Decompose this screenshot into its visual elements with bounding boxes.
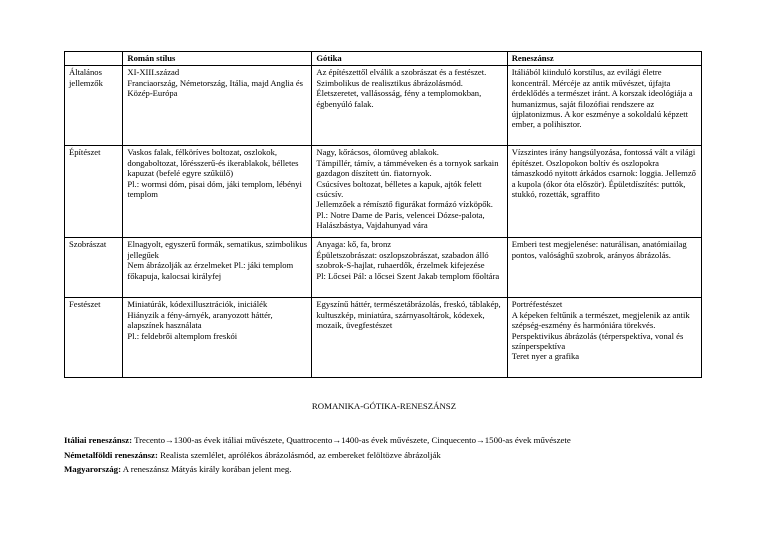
note-magyarorszag — [64, 462, 744, 477]
note-text: Realista szemlélet, aprólékos ábrázolásmód, az embereket felöltözve ábrázolják — [160, 449, 441, 460]
note-label: Magyarország: — [64, 464, 121, 474]
cell-line: Pl: Lőcsei Pál: a lőcsei Szent Jakab templom főoltára — [316, 270, 500, 281]
cell-line: Pl.: Notre Dame de Paris, velencei Dózse-palota, Halászbástya, Vajdahunyad vára — [316, 209, 485, 231]
cell-line: Portréfestészet — [511, 299, 563, 310]
cell-line: Pl.: feldebrői altemplom freskói — [127, 330, 238, 341]
header-cell-reneszansz: Reneszánsz — [507, 52, 701, 66]
row-label-szobraszat: Szobrászat — [65, 238, 123, 298]
cell-line: XI-XIII.század — [127, 67, 180, 78]
cell-epiteszet-gotika — [312, 146, 507, 238]
header-cell-empty — [65, 52, 123, 66]
cell-line: Vízszintes irány hangsúlyozása, fontossá vált a világi építészet. Oszlopokon boltív és oszlopokra támaszkodó nyitott árkádos csarnok: loggia. Jellemző a kupola (ókor óta először). Épületdíszítés: puttók, stukkó, rozetták, sgraffito — [511, 147, 696, 200]
cell-line: Nem ábrázolják az érzelmeket Pl.: jáki templom főkapuja, kalocsai királyfej — [127, 260, 294, 281]
cell-line: Épületszobrászat: oszlopszobrászat, szabadon álló szobrok-S-hajlat, ruhaerdők, érzelmek kifejezése — [316, 249, 489, 271]
cell-festeszet-gotika — [312, 298, 507, 378]
table-caption: ROMANIKA-GÓTIKA-RENESZÁNSZ — [311, 401, 457, 411]
cell-line: Csúcsíves boltozat, bélletes a kapuk, ajtók felett csúcsív. — [316, 178, 482, 200]
note-text: Trecento→1300-as évek itáliai művészete, Quattrocento→1400-as évek művészete, Cinquecento→1500-as évek művészete — [134, 435, 571, 445]
cell-szobraszat-roman — [123, 238, 312, 298]
cell-line: Perspektivikus ábrázolás (térperspektíva, vonal és színperspektíva — [511, 330, 684, 352]
cell-line: Elnagyolt, egyszerű formák, sematikus, szimbolikus jellegűek — [127, 239, 308, 260]
cell-festeszet-roman — [123, 298, 312, 378]
cell-line: Egyszínű háttér, természetábrázolás, freskó, táblakép, kultuszkép, miniatúra, szárnyasoltárok, kódexek, mozaik, üvegfestészet — [316, 299, 501, 331]
row-label-altalanos: Általános jellemzők — [65, 66, 123, 146]
cell-line: Itáliából kiinduló korstílus, az evilági életre koncentrál. Mércéje az antik művészet, újfajta érdeklődés a természet iránt. A korszak ideológiája a humanizmus, saját filozófiai rendszere az újplatonizmus. A kor eszménye a sokoldalú képzett ember, a polihisztor. — [511, 67, 693, 130]
table-row — [65, 298, 702, 378]
cell-line: Anyaga: kő, fa, bronz — [316, 239, 392, 250]
cell-altalanos-gotika — [312, 66, 507, 146]
note-italiai — [64, 433, 744, 448]
comparison-table — [64, 51, 702, 378]
cell-line: Az építészettől elválik a szobrászat és a festészet. Szimbolikus de realisztikus ábrázolásmód. Életszeretet, vallásosság, fény a templomokban, égbenyúló falak. — [316, 67, 487, 109]
cell-line: Nagy, kőrácsos, ólomüveg ablakok. — [316, 147, 439, 158]
cell-line: Franciaország, Németország, Itália, majd Anglia és Közép-Európa — [127, 77, 304, 99]
note-label: Itáliai reneszánsz: — [64, 435, 133, 445]
note-label: Németalföldi reneszánsz: — [64, 449, 158, 460]
cell-line: Teret nyer a grafika — [511, 351, 580, 362]
cell-line: Emberi test megjelenése: naturálisan, anatómiailag pontos, valósághű szobrok, arányos ábrázolás. — [511, 239, 687, 260]
cell-altalanos-roman — [123, 66, 312, 146]
notes-section — [64, 433, 744, 477]
cell-line: Miniatúrák, kódexillusztrációk, iniciálék — [127, 299, 268, 310]
table-row — [65, 66, 702, 146]
note-text: A reneszánsz Mátyás király korában jelent meg. — [122, 464, 292, 474]
table-row — [65, 146, 702, 238]
cell-szobraszat-reneszansz — [507, 238, 701, 298]
header-cell-roman: Román stílus — [123, 52, 312, 66]
cell-epiteszet-reneszansz — [507, 146, 701, 238]
cell-altalanos-reneszansz — [507, 66, 701, 146]
cell-line: A képeken feltűnik a természet, megjelenik az antik szépség-eszmény és harmóniára törekvés. — [511, 309, 690, 331]
cell-szobraszat-gotika — [312, 238, 507, 298]
cell-line: Pl.: wormsi dóm, pisai dóm, jáki templom, lébényi templom — [127, 178, 302, 200]
cell-line: Jellemzőek a rémísztő figurákat formázó vízköpők. — [316, 199, 493, 210]
header-cell-gotika: Gótika — [312, 52, 507, 66]
row-label-epiteszet: Építészet — [65, 146, 123, 238]
row-label-festeszet: Festészet — [65, 298, 123, 378]
cell-line: Hiányzik a fény-árnyék, aranyozott háttér, alapszínek használata — [127, 309, 273, 331]
cell-epiteszet-roman — [123, 146, 312, 238]
cell-festeszet-reneszansz — [507, 298, 701, 378]
note-nemetalfoldi — [64, 448, 744, 463]
cell-line: Támpillér, támív, a támméveken és a tornyok sarkain gazdagon díszített ún. fiatornyok. — [316, 157, 499, 179]
table-row — [65, 238, 702, 298]
cell-line: Vaskos falak, félköríves boltozat, oszlokok, dongaboltozat, lőrésszerű-és ikerablakok, bélletes kapuzat (befelé egyre szűkülő) — [127, 147, 299, 179]
table-header-row — [65, 52, 702, 66]
